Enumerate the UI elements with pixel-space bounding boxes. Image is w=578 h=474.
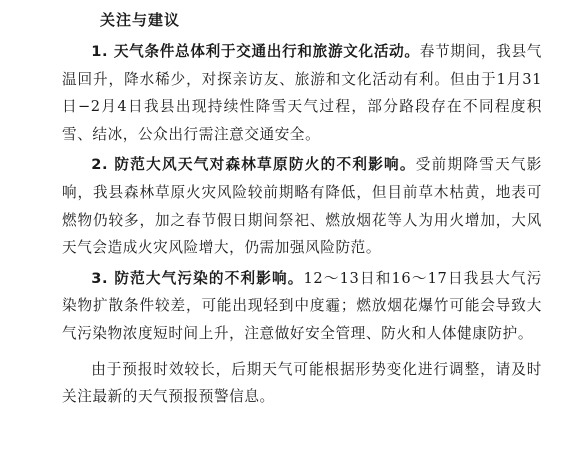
paragraph-2-text: 受前期降雪天气影响，我县森林草原火灾风险较前期略有降低，但目前草木枯黄，地表可燃物仍较多，加之春节假日期间祭祀、燃放烟花等人为用火增加，大风天气会造成火灾风险增大，仍需加强风险防范。 bbox=[62, 156, 542, 257]
paragraph-1-text: 春节期间，我县气温回升，降水稀少，对探亲访友、旅游和文化活动有利。但由于1月31日−2月4日我县出现持续性降雪天气过程，部分路段存在不同程度积雪、结冰，公众出行需注意交通安全。 bbox=[62, 43, 542, 143]
paragraph-1 bbox=[62, 38, 542, 148]
paragraph-3 bbox=[62, 265, 542, 348]
paragraph-3-lead: 3. 防范大气污染的不利影响。 bbox=[91, 269, 304, 287]
paragraph-1-lead: 1. 天气条件总体利于交通出行和旅游文化活动。 bbox=[91, 43, 420, 60]
paragraph-4 bbox=[62, 356, 542, 411]
paragraph-3-text: 12～13日和16～17日我县大气污染物扩散条件较差，可能出现轻到中度霾；燃放烟花爆竹可能会导致大气污染物浓度短时间上升，注意做好安全管理、防火和人体健康防护。 bbox=[62, 269, 542, 342]
section-heading: 关注与建议 bbox=[100, 11, 181, 29]
paragraph-2 bbox=[62, 151, 542, 261]
paragraph-4-text: 由于预报时效较长，后期天气可能根据形势变化进行调整，请及时关注最新的天气预报预警信息。 bbox=[62, 360, 542, 406]
paragraph-2-lead: 2. 防范大风天气对森林草原防火的不利影响。 bbox=[91, 156, 416, 174]
